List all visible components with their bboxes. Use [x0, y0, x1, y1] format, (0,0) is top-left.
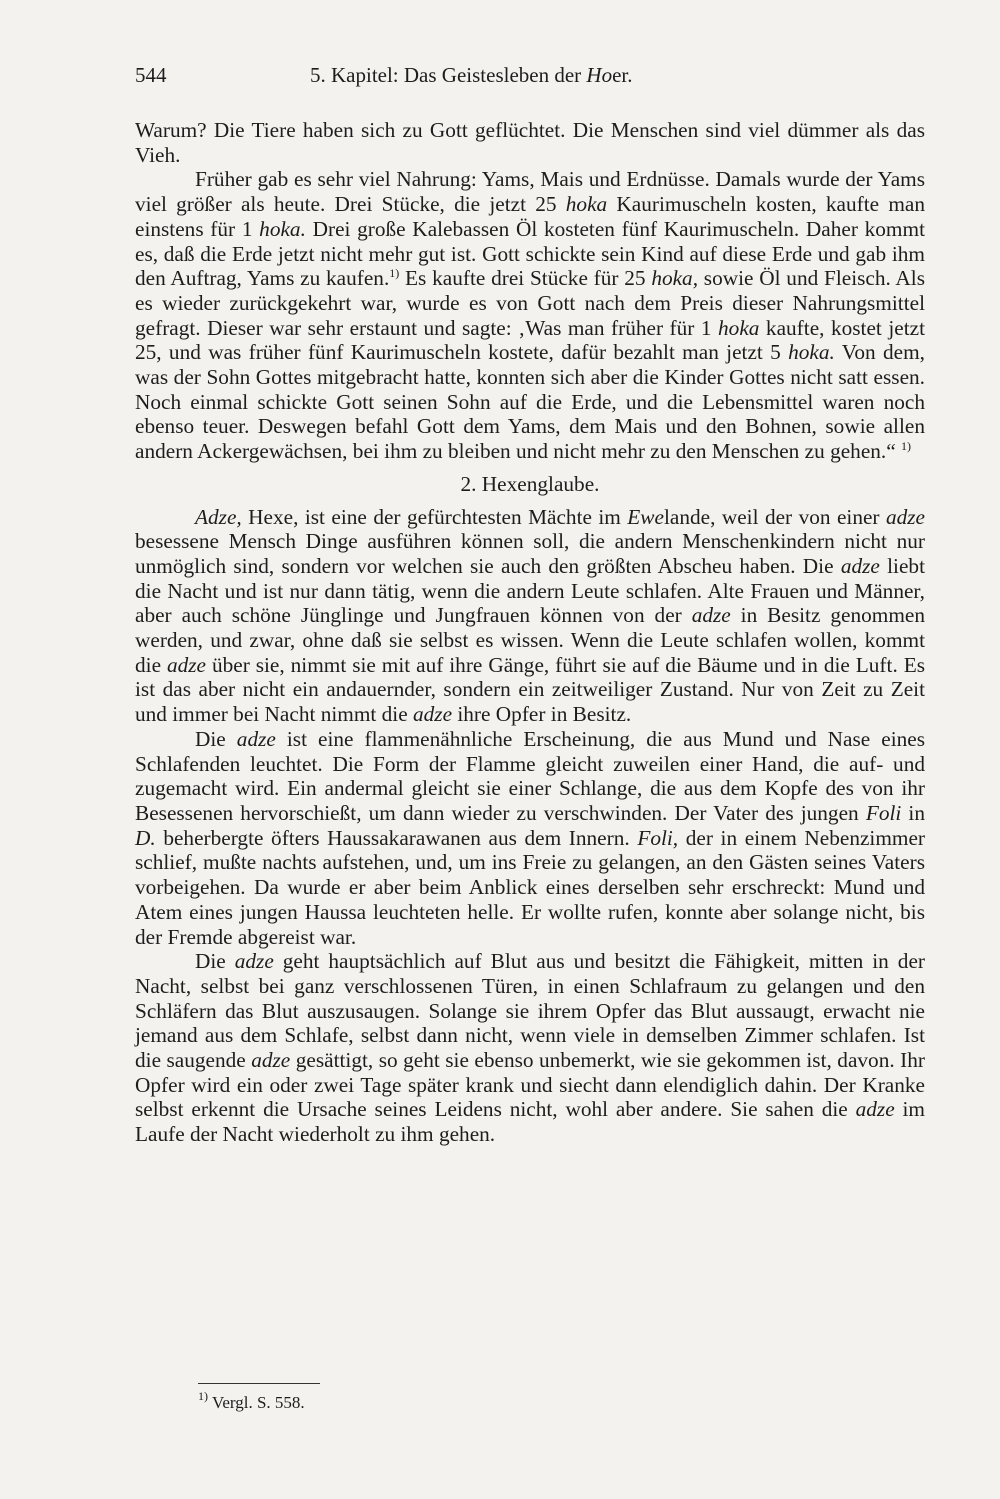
italic-term: hoka.	[788, 340, 835, 365]
paragraph	[135, 727, 925, 949]
paragraph	[135, 167, 925, 463]
main-text	[135, 118, 925, 1147]
italic-term: adze	[855, 1097, 895, 1122]
footnote-reference: 1)	[389, 266, 400, 281]
italic-term: Ewe	[627, 504, 664, 529]
text-run: Hexe, ist eine der gefürchtesten Mächte im	[241, 504, 628, 529]
footnote	[198, 1389, 305, 1414]
text-run: über sie, nimmt sie mit auf ihre Gänge, führt sie auf die Bäume und in die Luft. Es ist das aber nicht ein andauernder, sondern ein zeitweiliger Zustand. Nur von Zeit zu Zeit und immer bei Nacht nimmt die	[135, 652, 926, 727]
text-run: ihre Opfer in Besitz.	[452, 702, 632, 727]
running-title	[310, 60, 633, 90]
italic-term: adze	[236, 726, 276, 751]
footnote-divider	[198, 1383, 320, 1384]
italic-term: adze	[840, 553, 880, 578]
footnote-reference: 1)	[901, 439, 912, 454]
text-run: Von dem, was der Sohn Gottes mitgebracht hatte, konnten sich aber die Kinder Gottes nicht satt essen. Noch einmal schickte Gott seinen Sohn auf die Erde, und die Lebensmittel waren noch ebenso teuer. Deswegen befahl Gott dem Yams, dem Mais und den Bohnen, sowie allen andern Ackergewächsen, bei ihm zu bleiben und nicht mehr zu den Menschen zu gehen.“	[135, 340, 925, 464]
paragraph	[135, 505, 925, 727]
text-run: der in einem Nebenzimmer schlief, mußte nachts aufstehen, und, um ins Freie zu gelangen, an den Gästen seines Vaters vorbeigehen. Da wurde er aber beim Anblick eines derselben sehr erschreckt: Mund und Atem eines jungen Haussa leuchteten helle. Er wollte rufen, konnte aber solange nicht, bis der Fremde abgereist war.	[135, 825, 926, 949]
text-run: Drei große Kalebassen Öl kosteten fünf Kaurimuscheln. Daher kommt es, daß die Erde jetzt nicht mehr gut ist. Gott schickte sein Kind auf diese Erde und gab ihm den Auftrag, Yams zu kaufen.	[135, 216, 925, 291]
text-run: kaufte, kostet jetzt 25, und was früher fünf Kaurimuscheln kostete, dafür bezahlt man jetzt 5	[135, 315, 925, 365]
text-run: Früher gab es sehr viel Nahrung: Yams, Mais und Erdnüsse. Damals wurde der Yams viel größer als heute. Drei Stücke, die jetzt 25	[135, 167, 925, 217]
italic-term: hoka	[565, 192, 608, 217]
text-run: Kaurimuscheln kosten, kaufte man einstens für 1	[135, 192, 925, 241]
italic-term: hoka.	[259, 216, 306, 241]
italic-term: adze	[166, 652, 207, 677]
text-run: sowie Öl und Fleisch. Als es wieder zurückgekehrt war, wurde es von Gott nach dem Preis dieser Nahrungsmittel gefragt. Dieser war sehr erstaunt und sagte: ‚Was man früher für 1	[135, 266, 926, 340]
italic-term: Foli,	[637, 825, 679, 850]
paragraph	[135, 118, 925, 167]
text-run: Die	[195, 949, 235, 974]
italic-term: adze	[885, 504, 925, 529]
text-run: ist eine flammenähnliche Erscheinung, die aus Mund und Nase eines Schlafenden leuchtet. Die Form der Flamme gleicht zuweilen einer Hand, die auf- und zugemacht wird. Ein andermal gleicht sie einer Schlange, die aus dem Kopfe des von ihr Besessenen hervorschießt, um dann wieder zu verschwinden. Der Vater des jungen	[135, 726, 925, 825]
italic-term: adze	[691, 603, 731, 628]
text-run: im Laufe der Nacht wiederholt zu ihm gehen.	[135, 1097, 925, 1147]
italic-term: adze	[234, 949, 274, 974]
text-run: in	[901, 800, 925, 825]
italic-term: hoka	[718, 315, 760, 340]
text-run: Die	[195, 726, 237, 751]
italic-term: adze	[412, 702, 453, 727]
paragraph	[135, 949, 925, 1147]
italic-term: Foli	[865, 800, 902, 825]
page-number: 544	[135, 63, 167, 87]
footnote-marker: 1)	[198, 1389, 208, 1403]
text-run: gesättigt, so geht sie ebenso unbemerkt, wie sie gekommen ist, davon. Ihr Opfer wird ein oder zwei Tage später krank und siecht dann elendiglich dahin. Der Kranke selbst erkennt die Ursache seines Leidens nicht, wohl aber andere. Sie sahen die	[135, 1048, 925, 1122]
text-run: lande, weil der von einer	[663, 504, 886, 529]
section-heading: 2. Hexenglaube.	[460, 471, 600, 496]
text-run: in Besitz genommen werden, und zwar, ohne daß sie selbst es wissen. Wenn die Leute schlafen wollen, kommt die	[135, 603, 925, 677]
text-run: liebt die Nacht und ist nur dann tätig, wenn die andern Leute schlafen. Alte Frauen und Männer, aber auch schöne Jünglinge und Jungfrauen können von der	[135, 553, 925, 628]
text-run: geht hauptsächlich auf Blut aus und besitzt die Fähigkeit, mitten in der Nacht, selbst bei ganz verschlossenen Türen, in einen Schlafraum zu gelangen und den Schläfern das Blut auszusaugen. Solange sie ihrem Opfer das Blut aussaugt, erwacht nie jemand aus dem Schlafe, selbst dann nicht, wenn viele in demselben Zimmer schlafen. Ist die saugende	[135, 949, 926, 1073]
italic-term: D.	[135, 825, 156, 850]
italic-term: hoka,	[651, 266, 699, 291]
text-run: Es kaufte drei Stücke für 25	[399, 266, 652, 291]
running-header	[135, 60, 925, 90]
running-title-text: 5. Kapitel: Das Geistesleben der	[310, 63, 587, 87]
text-run: besessene Mensch Dinge ausführen können soll, die andern Menschenkindern nicht nur unmöglich sind, sondern vor welchen sie auch den größten Abscheu haben. Die	[135, 529, 925, 578]
footnote-text: Vergl. S. 558.	[208, 1393, 305, 1412]
text-run: beherbergte öfters Haussakarawanen aus dem Innern.	[155, 825, 638, 850]
text-run: Warum? Die Tiere haben sich zu Gott geflüchtet. Die Menschen sind viel dümmer als das Vieh.	[135, 118, 925, 167]
italic-term: Adze,	[195, 504, 242, 529]
running-title-suffix: er.	[612, 63, 633, 87]
running-title-italic: Ho	[586, 63, 613, 87]
italic-term: adze	[251, 1048, 291, 1073]
